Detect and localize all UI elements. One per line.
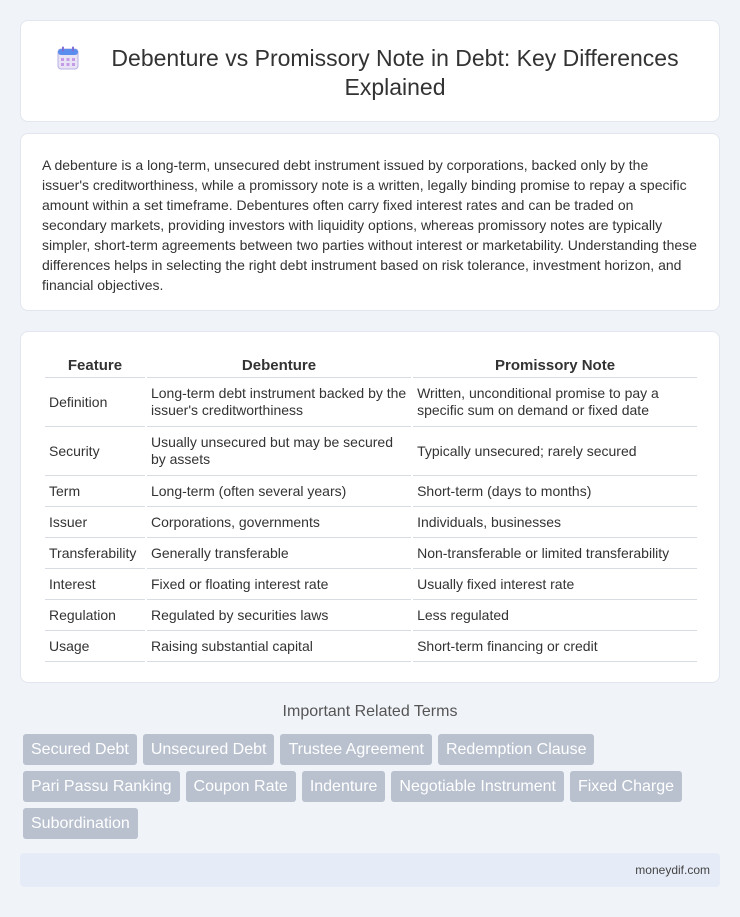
table-cell: Corporations, governments	[147, 507, 411, 538]
header-feature: Feature	[45, 353, 145, 378]
table-cell: Fixed or floating interest rate	[147, 569, 411, 600]
table-cell: Regulation	[45, 600, 145, 631]
tag-redemption-clause[interactable]: Redemption Clause	[438, 734, 595, 765]
header-card	[20, 20, 720, 122]
table-cell: Short-term financing or credit	[413, 631, 697, 662]
related-terms-tags	[23, 734, 703, 845]
table-cell: Individuals, businesses	[413, 507, 697, 538]
table-cell: Issuer	[45, 507, 145, 538]
tag-trustee-agreement[interactable]: Trustee Agreement	[280, 734, 431, 765]
tag-unsecured-debt[interactable]: Unsecured Debt	[143, 734, 275, 765]
table-row	[45, 378, 697, 427]
tag-negotiable-instrument[interactable]: Negotiable Instrument	[391, 771, 564, 802]
table-cell: Usually fixed interest rate	[413, 569, 697, 600]
intro-card	[20, 133, 720, 311]
tag-subordination[interactable]: Subordination	[23, 808, 138, 839]
table-row	[45, 476, 697, 507]
tag-coupon-rate[interactable]: Coupon Rate	[186, 771, 296, 802]
table-cell: Generally transferable	[147, 538, 411, 569]
table-cell: Definition	[45, 378, 145, 427]
table-cell: Interest	[45, 569, 145, 600]
tag-pari-passu-ranking[interactable]: Pari Passu Ranking	[23, 771, 180, 802]
calendar-icon	[57, 46, 79, 70]
page-title: Debenture vs Promissory Note in Debt: Key Differences Explained	[111, 45, 679, 100]
table-row	[45, 631, 697, 662]
table-cell: Raising substantial capital	[147, 631, 411, 662]
comparison-table-card	[20, 331, 720, 683]
header-debenture: Debenture	[147, 353, 411, 378]
table-cell: Transferability	[45, 538, 145, 569]
related-terms-title: Important Related Terms	[282, 703, 458, 720]
table-cell: Long-term (often several years)	[147, 476, 411, 507]
tag-row	[23, 771, 703, 802]
table-cell: Usually unsecured but may be secured by assets	[147, 427, 411, 476]
header-promissory-note: Promissory Note	[413, 353, 697, 378]
table-cell: Usage	[45, 631, 145, 662]
footer-site-link[interactable]: moneydif.com	[635, 863, 710, 877]
table-cell: Less regulated	[413, 600, 697, 631]
table-row	[45, 538, 697, 569]
tag-secured-debt[interactable]: Secured Debt	[23, 734, 137, 765]
table-cell: Term	[45, 476, 145, 507]
table-header-row	[45, 353, 697, 378]
table-cell: Long-term debt instrument backed by the issuer's creditworthiness	[147, 378, 411, 427]
table-row	[45, 569, 697, 600]
table-row	[45, 507, 697, 538]
tag-indenture[interactable]: Indenture	[302, 771, 386, 802]
intro-paragraph: A debenture is a long-term, unsecured debt instrument issued by corporations, backed only by the issuer's creditworthiness, while a promissory note is a written, legally binding promise to repay a specific amount within a set timeframe. Debentures often carry fixed interest rates and can be traded on secondary markets, providing investors with liquidity options, whereas promissory notes are typically simpler, short-term agreements between two parties without interest or marketability. Understanding these differences helps in selecting the right debt instrument based on risk tolerance, investment horizon, and financial objectives.	[42, 157, 697, 293]
table-cell: Short-term (days to months)	[413, 476, 697, 507]
table-cell: Written, unconditional promise to pay a specific sum on demand or fixed date	[413, 378, 697, 427]
table-cell: Typically unsecured; rarely secured	[413, 427, 697, 476]
footer	[20, 853, 720, 887]
table-cell: Non-transferable or limited transferability	[413, 538, 697, 569]
tag-fixed-charge[interactable]: Fixed Charge	[570, 771, 682, 802]
table-row	[45, 427, 697, 476]
tag-row	[23, 734, 703, 765]
comparison-table	[43, 353, 699, 662]
table-cell: Regulated by securities laws	[147, 600, 411, 631]
table-cell: Security	[45, 427, 145, 476]
table-row	[45, 600, 697, 631]
tag-row	[23, 808, 703, 839]
